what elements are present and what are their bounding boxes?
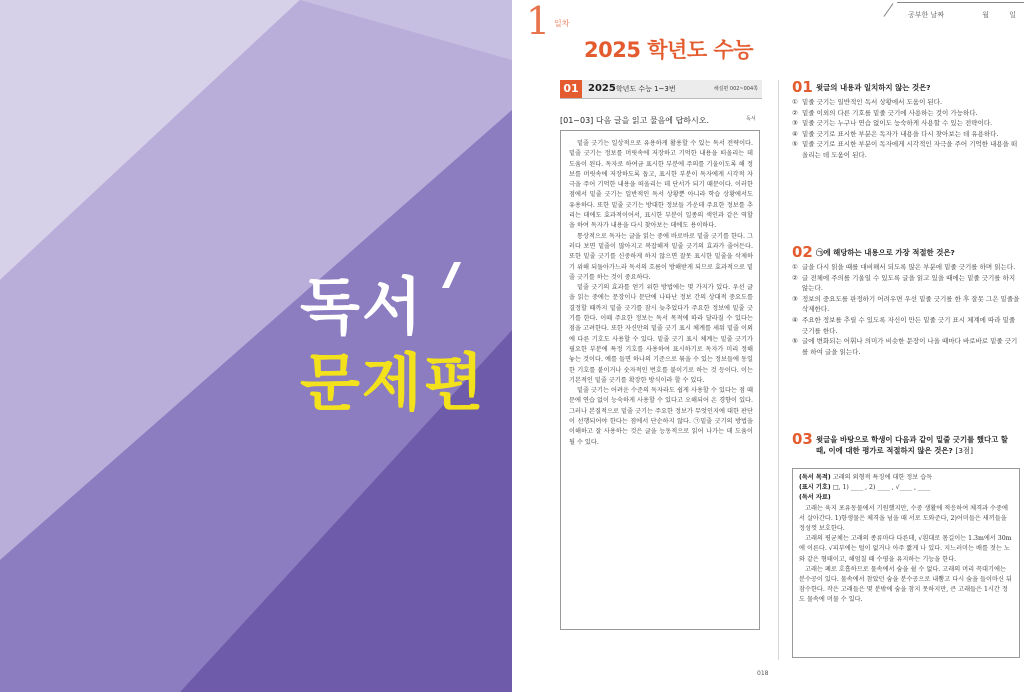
cover-title-line2: 문제편 — [300, 346, 486, 419]
option-item[interactable] — [792, 118, 1020, 129]
option-item[interactable] — [792, 97, 1020, 108]
box-purpose-label: (독서 목적) — [799, 474, 831, 481]
passage-label — [588, 83, 676, 94]
page-number: 018 — [757, 670, 769, 677]
option-mark: ② — [792, 273, 798, 282]
reference-box — [792, 468, 1020, 658]
exam-page — [512, 0, 1024, 692]
option-mark: ① — [792, 98, 798, 106]
passage-number: 01 — [560, 80, 582, 98]
column-divider — [778, 80, 779, 660]
option-mark: ② — [792, 108, 798, 117]
question-number: 02 — [792, 243, 813, 261]
option-item[interactable] — [792, 273, 1020, 294]
option-list — [792, 262, 1020, 357]
question-number: 01 — [792, 78, 813, 96]
option-mark: ⑤ — [792, 337, 798, 346]
option-text: 밑줄 긋기는 누구나 연습 없이도 능숙하게 사용할 수 있는 전략이다. — [802, 119, 993, 128]
option-item[interactable] — [792, 294, 1020, 315]
option-item[interactable] — [792, 129, 1020, 140]
question-text: ㉠에 해당하는 내용으로 가장 적절한 것은? — [816, 248, 955, 257]
box-purpose-text: 고래의 외형적 특징에 대한 정보 습득 — [832, 474, 933, 481]
box-paragraph: 고래는 폐로 호흡하므로 물속에서 숨을 쉴 수 없다. 고래의 머리 꼭대기에는 분수공이 있다. 물속에서 참았던 숨을 분수공으로 내뿜고 다시 숨을 들이마신 뒤 잠수한다. 작은 고래들은 몇 분밖에 숨을 참지 못하지만, 큰 고래들은 1시간 정도 물속에 머물 수 있다. — [799, 565, 1012, 604]
option-text: 정보의 중요도를 판정하기 어려우면 우선 밑줄 긋기를 한 후 잘못 그은 밑줄을 삭제한다. — [802, 294, 1020, 314]
study-day-label: 일 — [1009, 11, 1017, 19]
study-month-label: 월 — [982, 11, 990, 19]
option-mark: ③ — [792, 294, 798, 303]
option-mark: ① — [792, 263, 798, 271]
page-title: 2025 학년도 수능 — [584, 38, 753, 62]
option-text: 주요한 정보를 추릴 수 있도록 자신이 만든 밑줄 긋기 표시 체계에 따라 밑줄 긋기를 한다. — [802, 315, 1016, 335]
answer-reference: 해설편 002~004쪽 — [713, 86, 758, 92]
option-item[interactable] — [792, 262, 1020, 273]
option-mark: ④ — [792, 315, 798, 324]
box-material-label: (독서 자료) — [799, 494, 831, 502]
question-text: 윗글의 내용과 일치하지 않는 것은? — [816, 83, 931, 92]
passage-paragraph: 밑줄 긋기는 일상적으로 유용하게 활용할 수 있는 독서 전략이다. 밑줄 긋기는 정보를 머릿속에 저장하고 기억한 내용을 떠올리는 데 도움이 된다. 독자로 하여금 표시한 부분에 주의를 기울이도록 해 정보를 머릿속에 저장하도록 돕고, 표시한 부분이 독자에게 시각적 자극을 주어 기억한 내용을 떠올리는 데 단서가 되기 때문이다. 이러한 점에서 밑줄 긋기는 일반적인 독서 상황뿐 아니라 학습 상황에서도 유용하다. 또한 밑줄 긋기는 방대한 정보들 가운데 주요한 정보를 추리는 데에도 효과적이어서, 표시한 부분이 일종의 색인과 같은 역할을 하여 독자가 내용을 다시 찾아보는 데에도 용이하다. — [569, 140, 753, 230]
option-list — [792, 97, 1020, 161]
header-divider — [884, 3, 894, 17]
question-01 — [792, 80, 1020, 200]
passage-paragraph: 밑줄 긋기는 어려운 수준의 독자라도 쉽게 사용할 수 있다는 점 때문에 연습 없이 능숙하게 사용할 수 있다고 오해되어 온 경향이 있다. 그러나 본질적으로 밑줄 긋기는 주요한 정보가 무엇인지에 대한 판단이 선행되어야 한다는 점에서 단순하지 않다. ㉠밑줄 긋기의 방법을 이해하고 잘 사용하는 것은 글을 능동적으로 읽어 나가는 데 도움이 될 수 있다. — [569, 387, 753, 446]
passage-label-rest: 학년도 수능 1~3번 — [615, 85, 676, 93]
cover-title-line1: 독서 — [300, 270, 424, 343]
option-mark: ④ — [792, 129, 798, 138]
option-item[interactable] — [792, 336, 1020, 357]
header-rule — [897, 2, 1024, 3]
question-number: 03 — [792, 430, 813, 448]
passage-tag: 독서 — [746, 116, 756, 122]
box-symbol-row — [799, 483, 1013, 493]
option-mark: ③ — [792, 119, 798, 128]
passage-paragraph: 밑줄 긋기의 효과를 얻기 위한 방법에는 몇 가지가 있다. 우선 글을 읽는 중에는 문장이나 문단에 나타난 정보 간의 상대적 중요도를 결정할 때까지 밑줄 긋기를 잠시 늦추었다가 주요한 정보에 밑줄 긋기를 한다. 이때 주요한 정보는 독서 목적에 따라 달라질 수 있다는 점을 고려한다. 또한 자신만의 밑줄 긋기 표시 체계를 세워 밑줄 이외에 다른 기호도 사용할 수 있다. 밑줄 긋기 표시 체계는 밑줄 긋기가 필요한 부분에 특정 기호를 사용하여 표시하기로 독자가 미리 정해 놓는 것이다. 예를 들면 하나의 기준으로 묶을 수 있는 정보들에 동일한 기호를 붙이거나 숫자적인 번호를 붙이기로 하는 것 등이다. 이는 기본적인 밑줄 긋기를 확장한 방식이라 할 수 있다. — [569, 284, 753, 384]
question-02 — [792, 245, 1020, 395]
box-purpose-row — [799, 473, 1013, 483]
question-text-body: 윗글을 바탕으로 학생이 다음과 같이 밑줄 긋기를 했다고 할 때, 이에 대한 평가로 적절하지 않은 것은? — [816, 435, 1008, 455]
passage-label-year: 2025 — [588, 83, 616, 94]
option-text: 밑줄 이외의 다른 기호를 밑줄 긋기에 사용하는 것이 가능하다. — [802, 108, 978, 117]
question-score: [3점] — [955, 446, 973, 455]
box-symbol-label: (표시 기호) — [799, 484, 831, 492]
day-number: 1 — [526, 0, 551, 43]
box-paragraph: 고래의 평균체는 고래의 종류마다 다른데, √흰대로 몸길이는 1.3m에서 30m에 이른다. √피부에는 털이 없거나 아주 짧게 나 있다. 지느러미는 배를 젓는 노와 같은 형태이고, 해엄칠 때 수평을 유지하는 기능을 한다. — [799, 535, 1012, 563]
option-item[interactable] — [792, 315, 1020, 336]
option-item[interactable] — [792, 108, 1020, 119]
option-text: 밑줄 긋기로 표시한 부분이 독자에게 시각적인 자극을 주어 기억한 내용을 떠올리는 데 도움이 된다. — [802, 140, 1018, 159]
option-text: 글을 다시 읽을 때를 대비해서 되도록 많은 부분에 밑줄 긋기를 하며 읽는다. — [802, 263, 1016, 271]
passage-header — [560, 80, 762, 99]
option-text: 밑줄 긋기로 표시한 부분은 독자가 내용을 다시 찾아보는 데 유용하다. — [802, 129, 999, 138]
option-text: 글에 변화되는 어휘나 의미가 비슷한 문장이 나올 때마다 바로바로 밑줄 긋기를 하여 글을 읽는다. — [802, 337, 1018, 356]
passage-paragraph: 통상적으로 독자는 글을 읽는 중에 바로바로 밑줄 긋기를 한다. 그러다 보면 밑줄이 많아지고 복잡해져 밑줄 긋기의 효과가 줄어든다. 또한 밑줄 긋기를 신중하게 하지 않으면 잘못 표시한 밑줄을 삭제하기 위해 되돌아가느라 독서의 흐름이 방해받게 되므로 효과적으로 밑줄 긋기를 하는 것이 중요하다. — [569, 232, 753, 281]
question-text — [816, 434, 1020, 456]
passage-instruction: [01~03] 다음 글을 읽고 물음에 답하시오. — [560, 116, 710, 125]
option-text: 글 전체에 주의를 기울일 수 있도록 글을 읽고 있을 때에는 밑줄 긋기를 하지 않는다. — [802, 273, 1016, 293]
box-paragraph: 고래는 육지 포유동물에서 기원했지만, 수중 생활에 적응하여 체격과 수중에서 살아간다. 1)항생물은 체격을 넘을 때 서로 도와준다, 2)어미들은 새끼들을 정성껏 보호한다. — [799, 504, 1008, 533]
study-date — [908, 10, 1016, 20]
box-symbol-text: □, 1) ____ , 2) ____ , √____ , ____ — [832, 484, 931, 492]
option-item[interactable] — [792, 139, 1020, 160]
question-03 — [792, 432, 1020, 466]
option-text: 밑줄 긋기는 일반적인 독서 상황에서 도움이 된다. — [802, 98, 943, 106]
option-mark: ⑤ — [792, 140, 798, 149]
study-date-label: 공부한 날짜 — [908, 11, 945, 19]
day-word: 일차 — [554, 19, 570, 28]
reading-passage — [560, 130, 760, 630]
